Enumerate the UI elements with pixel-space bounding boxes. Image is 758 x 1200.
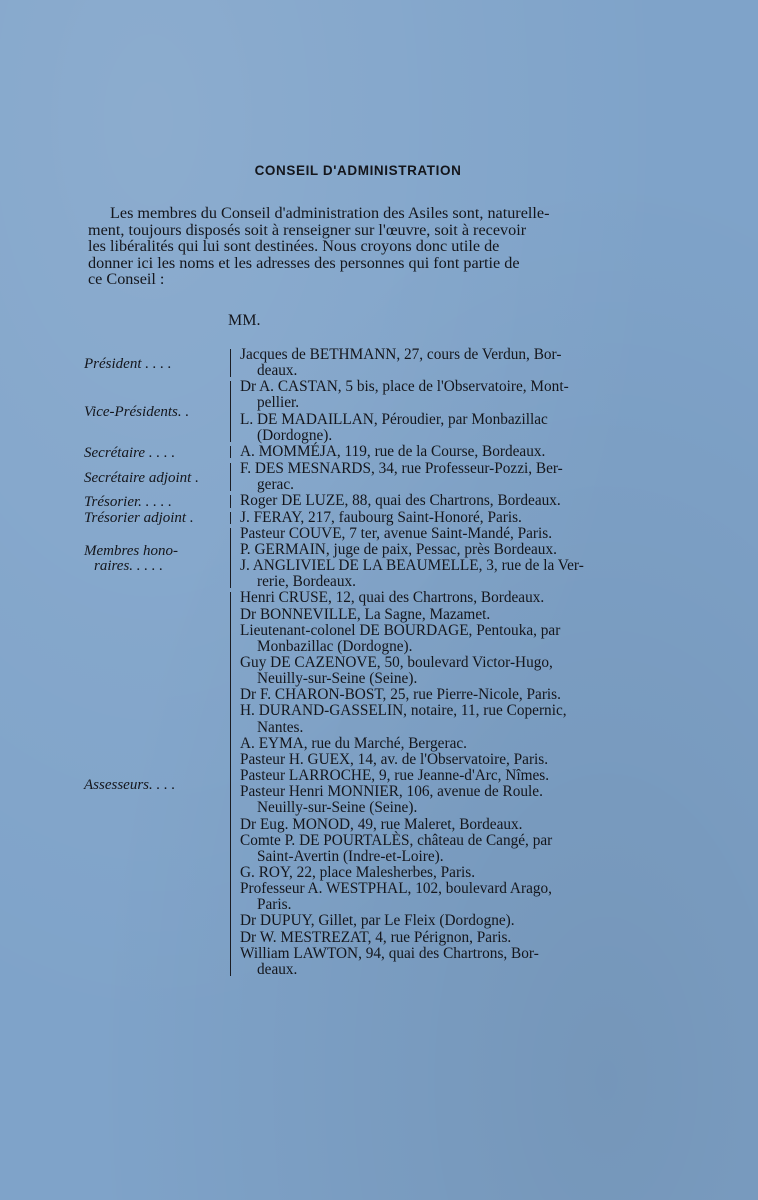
member-line: Roger DE LUZE, 88, quai des Chartrons, Bordeaux. [240, 492, 561, 510]
member-group [0, 493, 758, 509]
brace [230, 381, 237, 442]
role-label-line: Trésorier. . . . . [84, 493, 172, 510]
intro-line: donner ici les noms et les adresses des personnes qui font partie de [88, 253, 520, 272]
member-line: L. DE MADAILLAN, Péroudier, par Monbazillac [240, 410, 548, 428]
member-lines [240, 461, 640, 493]
member-line: Guy DE CAZENOVE, 50, boulevard Victor-Hugo, [240, 653, 553, 671]
member-line: H. DURAND-GASSELIN, notaire, 11, rue Copernic, [240, 702, 567, 720]
member-line: Dr A. CASTAN, 5 bis, place de l'Observatoire, Mont- [240, 378, 569, 396]
member-line: deaux. [257, 960, 298, 978]
role-label-line: Trésorier adjoint . [84, 510, 194, 527]
role-label [84, 495, 232, 510]
brace [230, 495, 237, 507]
member-group [0, 510, 758, 526]
member-line: Pasteur COUVE, 7 ter, avenue Saint-Mandé, Paris. [240, 524, 553, 542]
intro-line: les libéralités qui lui sont destinées. Nous croyons donc utile de [88, 237, 500, 256]
member-line: Paris. [257, 896, 292, 914]
role-label-line: Secrétaire . . . . [84, 444, 176, 461]
role-label [84, 446, 232, 461]
role-label-line: Vice-Présidents. . [84, 404, 190, 421]
member-line: Pasteur H. GUEX, 14, av. de l'Observatoire, Paris. [240, 750, 549, 768]
member-lines [240, 444, 640, 460]
member-line: Jacques de BETHMANN, 27, cours de Verdun, Bor- [240, 346, 562, 363]
role-label-line: Membres hono- [84, 543, 179, 560]
member-lines [240, 493, 640, 509]
member-line: pellier. [257, 394, 300, 412]
role-label [84, 778, 232, 793]
member-line: Pasteur LARROCHE, 9, rue Jeanne-d'Arc, Nîmes. [240, 767, 550, 785]
member-line: Saint-Avertin (Indre-et-Loire). [257, 847, 444, 865]
role-label-line: Assesseurs. . . . [84, 776, 176, 793]
member-group [0, 444, 758, 460]
brace [230, 463, 237, 491]
member-line: Professeur A. WESTPHAL, 102, boulevard Arago, [240, 880, 552, 898]
role-label [84, 357, 232, 372]
role-label-line: raires. . . . . [94, 558, 164, 575]
member-line: rerie, Bordeaux. [257, 573, 356, 591]
brace [230, 528, 237, 589]
member-line: Neuilly-sur-Seine (Seine). [257, 670, 418, 688]
member-group [0, 590, 758, 978]
member-line: gerac. [257, 476, 294, 494]
member-line: Dr BONNEVILLE, La Sagne, Mazamet. [240, 605, 491, 623]
member-line: Dr DUPUY, Gillet, par Le Fleix (Dordogne). [240, 912, 515, 930]
intro-line: ment, toujours disposés soit à renseigner sur l'œuvre, soit à recevoir [88, 220, 527, 239]
member-line: (Dordogne). [257, 426, 333, 444]
role-label [84, 471, 232, 486]
brace [230, 512, 237, 524]
member-line: A. EYMA, rue du Marché, Bergerac. [240, 734, 467, 752]
member-line: Pasteur Henri MONNIER, 106, avenue de Roule. [240, 783, 543, 801]
member-group [0, 461, 758, 493]
member-lines [240, 526, 640, 591]
member-line: Neuilly-sur-Seine (Seine). [257, 799, 418, 817]
member-line: Dr F. CHARON-BOST, 25, rue Pierre-Nicole, Paris. [240, 686, 561, 704]
member-line: P. GERMAIN, juge de paix, Pessac, près Bordeaux. [240, 540, 557, 558]
member-line: J. FERAY, 217, faubourg Saint-Honoré, Paris. [240, 508, 522, 526]
salutation: MM. [228, 312, 261, 329]
member-list [0, 347, 758, 978]
member-line: G. ROY, 22, place Malesherbes, Paris. [240, 864, 476, 881]
member-group [0, 526, 758, 591]
member-line: Henri CRUSE, 12, quai des Chartrons, Bordeaux. [240, 589, 545, 607]
intro-paragraph [88, 205, 628, 288]
brace [230, 349, 237, 377]
role-label [84, 511, 232, 526]
member-line: William LAWTON, 94, quai des Chartrons, Bor- [240, 944, 539, 962]
intro-line: ce Conseil : [88, 270, 165, 289]
role-label-line: Secrétaire adjoint . [84, 469, 199, 486]
member-lines [240, 379, 640, 444]
role-label [84, 405, 232, 420]
brace [230, 592, 237, 976]
role-label-line: Président . . . . [84, 355, 172, 372]
member-line: J. ANGLIVIEL DE LA BEAUMELLE, 3, rue de la Ver- [240, 557, 584, 575]
page-title: CONSEIL D'ADMINISTRATION [254, 163, 462, 178]
member-line: Dr W. MESTREZAT, 4, rue Pérignon, Paris. [240, 928, 512, 946]
member-line: deaux. [257, 362, 298, 380]
member-group [0, 379, 758, 444]
member-line: Comte P. DE POURTALÈS, château de Cangé, par [240, 831, 553, 849]
intro-line: Les membres du Conseil d'administration des Asiles sont, naturelle- [110, 204, 550, 222]
member-lines [240, 510, 640, 526]
member-lines [240, 590, 640, 978]
member-line: Nantes. [257, 718, 304, 736]
role-label [84, 544, 232, 574]
member-line: F. DES MESNARDS, 34, rue Professeur-Pozzi, Ber- [240, 460, 563, 478]
member-lines [240, 347, 640, 379]
member-line: Dr Eug. MONOD, 49, rue Maleret, Bordeaux. [240, 815, 523, 833]
member-line: A. MOMMÉJA, 119, rue de la Course, Bordeaux. [240, 442, 546, 460]
member-group [0, 347, 758, 379]
member-line: Lieutenant-colonel DE BOURDAGE, Pentouka, par [240, 621, 561, 639]
member-line: Monbazillac (Dordogne). [257, 637, 413, 655]
brace [230, 446, 237, 458]
